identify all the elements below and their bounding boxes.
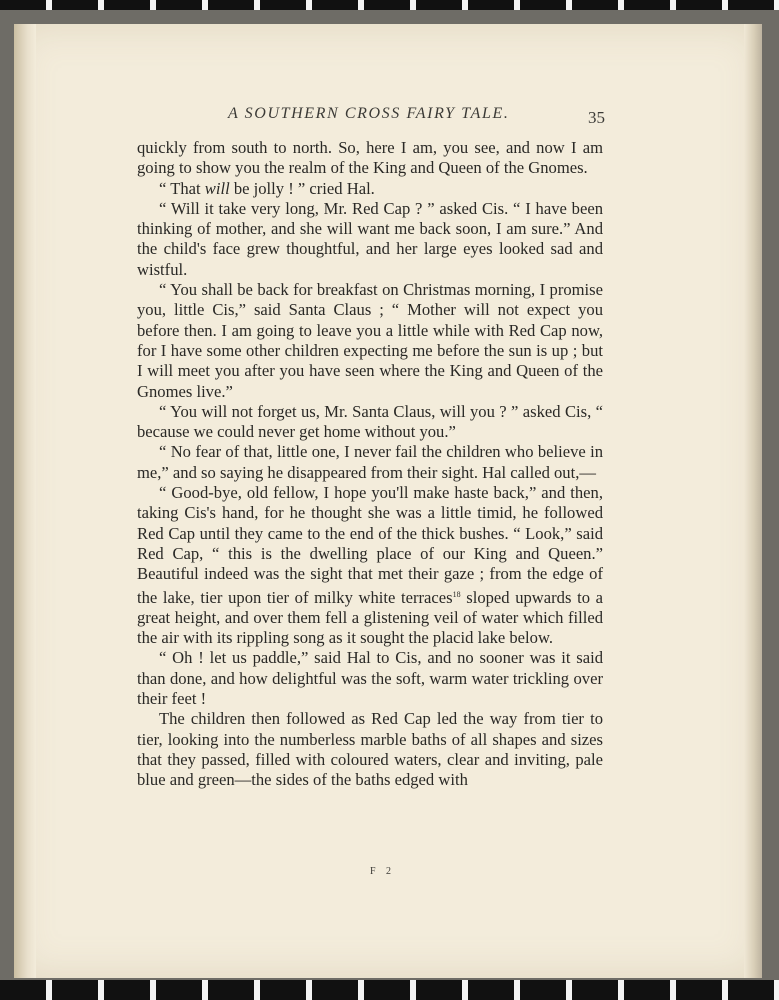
text-run: sloped upwards to a great height, and over them fell a glistening veil of water which filled the air with its rippling song as it sought the placid lake below. [137, 587, 603, 648]
paragraph: The children then followed as Red Cap led the way from tier to tier, looking into the numberless marble baths of all shapes and sizes that they passed, filled with coloured waters, clear and inviting, pale blue and green—the sides of the baths edged with [137, 709, 603, 790]
signature-mark: F 2 [370, 866, 396, 877]
italic-word: will [204, 178, 230, 198]
bottom-film-strip [0, 980, 779, 1000]
page-edge [744, 24, 762, 978]
running-title: A SOUTHERN CROSS FAIRY TALE. [228, 105, 510, 122]
page-gutter [14, 24, 36, 978]
page-number: 35 [588, 108, 605, 127]
paragraph: “ Will it take very long, Mr. Red Cap ? ” asked Cis. “ I have been thinking of mother, and she will want me back soon, I am sure.” And the child's face grew thoughtful, and her large eyes looked sad and wistful. [137, 198, 603, 279]
paragraph: “ You will not forget us, Mr. Santa Claus, will you ? ” asked Cis, “ because we could never get home without you.” [137, 401, 603, 442]
text-run: “ Good-bye, old fellow, I hope you'll make haste back,” and then, taking Cis's hand, for he thought she was a little timid, he followed Red Cap until they came to the end of the thick bushes. “ Look,” said Red Cap, “ this is the dwelling place of our King and Queen.” Beautiful indeed was the sight that met their gaze ; from the edge of the lake, tier upon tier of milky white terraces [137, 483, 603, 607]
text-run: be jolly ! ” cried Hal. [229, 178, 375, 198]
paragraph: quickly from south to north. So, here I am, you see, and now I am going to show you the realm of the King and Queen of the Gnomes. [137, 138, 603, 178]
text-run: “ That [159, 178, 205, 198]
body-text [137, 138, 603, 791]
paragraph [137, 483, 603, 648]
paragraph: “ No fear of that, little one, I never fail the children who believe in me,” and so saying he disappeared from their sight. Hal called out,— [137, 442, 603, 482]
paragraph [137, 179, 603, 199]
paragraph: “ Oh ! let us paddle,” said Hal to Cis, and no sooner was it said than done, and how delightful was the soft, warm water trickling over their feet ! [137, 648, 603, 709]
footnote-marker: 18 [452, 589, 461, 599]
paragraph: “ You shall be back for breakfast on Christmas morning, I promise you, little Cis,” said Santa Claus ; “ Mother will not expect you before then. I am going to leave you a little while with Red Cap now, for I have some other children expecting me before the sun is up ; but I will meet you after you have seen where the King and Queen of the Gnomes live.” [137, 280, 603, 401]
